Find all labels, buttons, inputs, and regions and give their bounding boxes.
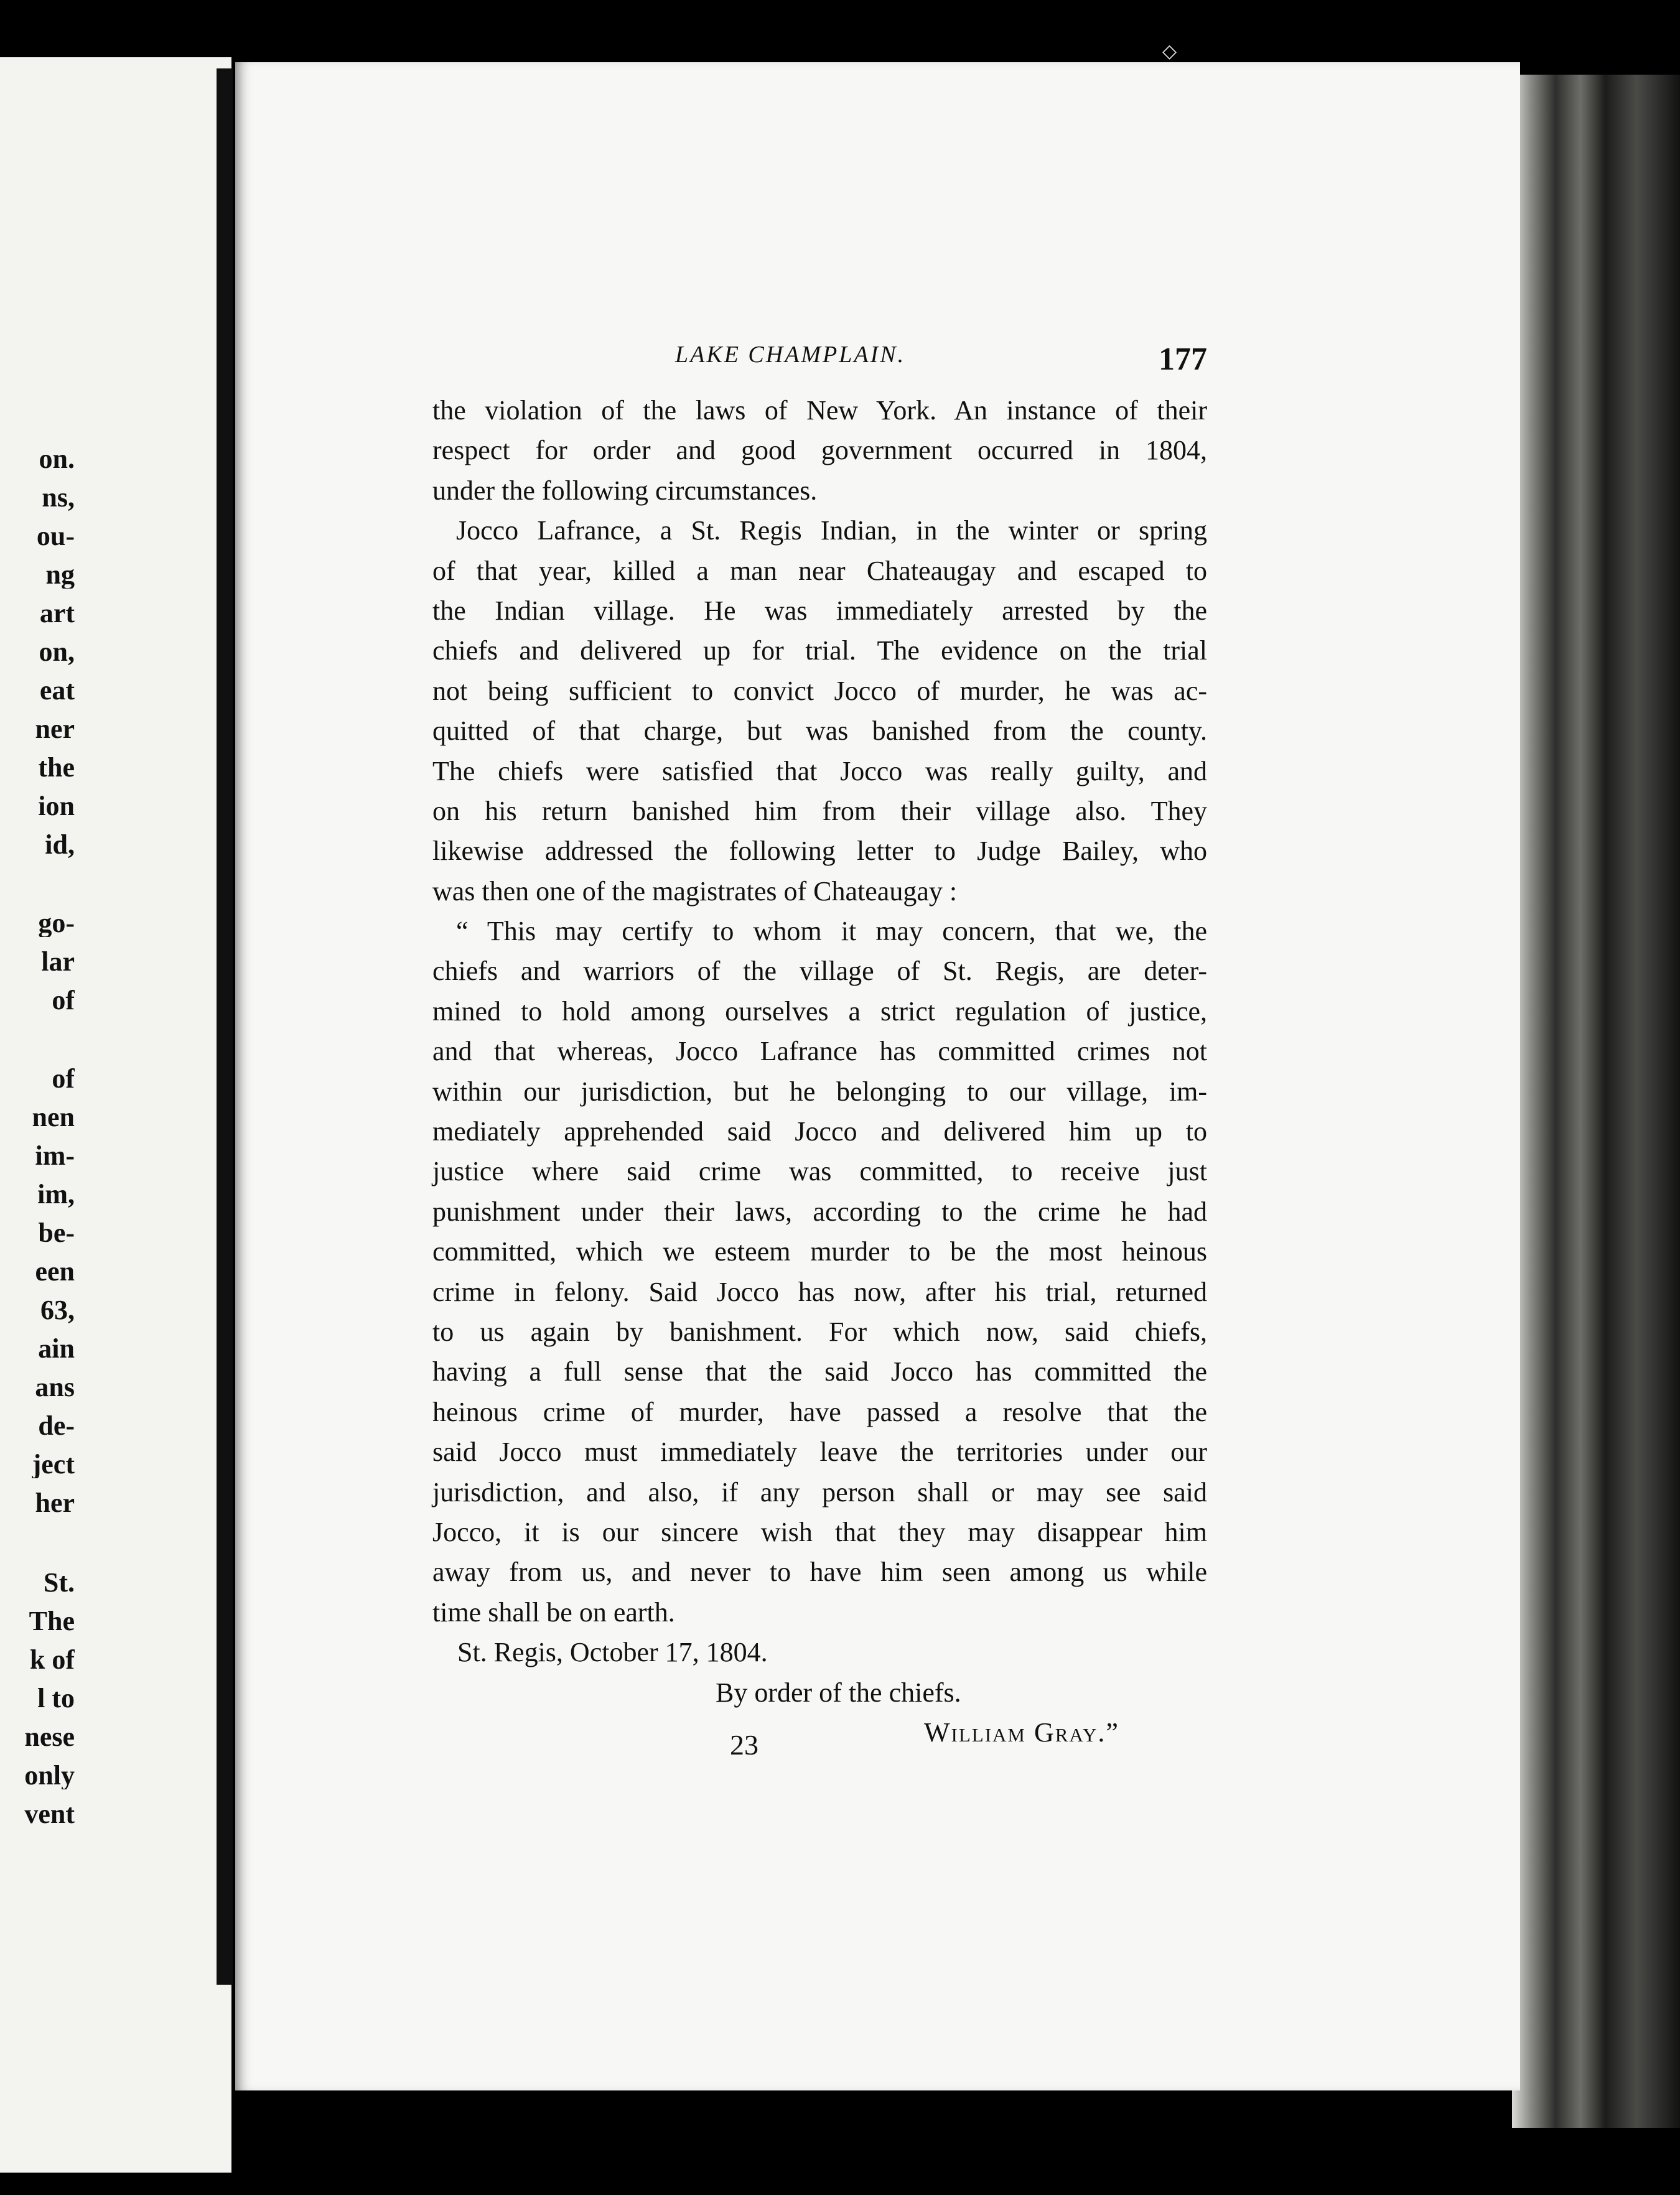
- left-page-fragment: im,: [37, 1181, 75, 1208]
- left-page-edge: [0, 57, 231, 2173]
- left-page-fragment: art: [39, 600, 75, 627]
- text-line: the Indian village. He was immediately arrested by the: [432, 595, 1207, 626]
- book-fore-edge: [1512, 75, 1680, 2128]
- text-line: and that whereas, Jocco Lafrance has committed crimes not: [432, 1036, 1207, 1067]
- signature-mark: 23: [730, 1729, 758, 1761]
- left-page-fragment: go-: [38, 910, 75, 937]
- text-line: By order of the chiefs.: [716, 1677, 961, 1708]
- text-line: mined to hold among ourselves a strict regulation of justice,: [432, 995, 1207, 1027]
- text-line: not being sufficient to convict Jocco of murder, he was ac-: [432, 675, 1207, 706]
- text-line: chiefs and warriors of the village of St. Regis, are deter-: [432, 956, 1207, 987]
- left-page-fragment: ner: [35, 715, 75, 743]
- left-page-fragment: St.: [43, 1569, 75, 1596]
- text-line: to us again by banishment. For which now, said chiefs,: [432, 1316, 1207, 1347]
- left-page-fragment: ou-: [36, 523, 75, 550]
- text-line: chiefs and delivered up for trial. The evidence on the trial: [432, 635, 1207, 666]
- text-line: Jocco Lafrance, a St. Regis Indian, in the winter or spring: [456, 515, 1207, 546]
- running-head: LAKE CHAMPLAIN.: [675, 342, 906, 368]
- text-line: of that year, killed a man near Chateaugay and escaped to: [432, 555, 1207, 586]
- text-line: The chiefs were satisfied that Jocco was really guilty, and: [432, 755, 1207, 786]
- left-page-fragment: im-: [35, 1142, 75, 1170]
- text-line: jurisdiction, and also, if any person shall or may see said: [432, 1476, 1207, 1508]
- text-line: mediately apprehended said Jocco and delivered him up to: [432, 1116, 1207, 1147]
- text-line: “ This may certify to whom it may concern, that we, the: [456, 916, 1207, 947]
- left-page-fragment: vent: [24, 1801, 75, 1828]
- left-page-fragment: lar: [41, 948, 75, 976]
- left-page-fragment: the: [38, 754, 75, 781]
- page-number: 177: [1159, 342, 1207, 377]
- page-speck-mark: ◇: [1162, 41, 1177, 62]
- text-line: William Gray.”: [924, 1717, 1119, 1748]
- text-line: under the following circumstances.: [432, 475, 818, 506]
- text-line: was then one of the magistrates of Chateaugay :: [432, 875, 958, 906]
- left-page-fragment: nen: [32, 1104, 75, 1131]
- text-line: away from us, and never to have him seen among us while: [432, 1557, 1207, 1588]
- gutter-shadow: [217, 68, 233, 1985]
- text-line: punishment under their laws, according to the crime he had: [432, 1196, 1207, 1227]
- left-page-fragment: her: [35, 1489, 75, 1517]
- text-line: on his return banished him from their village also. They: [432, 795, 1207, 826]
- text-line: justice where said crime was committed, to receive just: [432, 1156, 1207, 1187]
- left-page-fragment: ng: [45, 561, 75, 589]
- left-page-fragment: ns,: [42, 484, 75, 511]
- left-page-fragment: ain: [38, 1335, 75, 1363]
- left-page-fragment: ans: [35, 1374, 75, 1401]
- left-page-fragment: id,: [45, 831, 75, 859]
- left-page-fragment: l to: [37, 1685, 75, 1712]
- left-page-fragment: eat: [39, 677, 75, 704]
- text-line: Jocco, it is our sincere wish that they may disappear him: [432, 1516, 1207, 1547]
- text-line: having a full sense that the said Jocco has committed the: [432, 1356, 1207, 1387]
- text-line: the violation of the laws of New York. An instance of their: [432, 395, 1207, 426]
- left-page-fragment: on.: [39, 445, 75, 473]
- left-page-fragment: nese: [24, 1723, 75, 1751]
- body-text: [432, 391, 1207, 1753]
- left-page-fragment: een: [35, 1258, 75, 1285]
- left-page-fragment: only: [24, 1762, 75, 1789]
- left-page-fragment: de-: [38, 1412, 75, 1440]
- left-page-fragment: ion: [38, 793, 75, 820]
- text-line: St. Regis, October 17, 1804.: [457, 1637, 768, 1668]
- text-line: likewise addressed the following letter to Judge Bailey, who: [432, 836, 1207, 867]
- text-line: time shall be on earth.: [432, 1596, 675, 1628]
- left-page-fragment: of: [52, 1065, 75, 1093]
- text-line: heinous crime of murder, have passed a resolve that the: [432, 1396, 1207, 1427]
- text-line: committed, which we esteem murder to be the most heinous: [432, 1236, 1207, 1267]
- text-line: quitted of that charge, but was banished from the county.: [432, 715, 1207, 747]
- left-page-fragment: ject: [32, 1451, 75, 1478]
- left-page-fragment: k of: [29, 1646, 75, 1674]
- left-page-fragment: on,: [39, 638, 75, 666]
- text-line: crime in felony. Said Jocco has now, after his trial, returned: [432, 1276, 1207, 1307]
- text-line: said Jocco must immediately leave the territories under our: [432, 1437, 1207, 1468]
- text-line: within our jurisdiction, but he belonging to our village, im-: [432, 1076, 1207, 1107]
- left-page-fragment: be-: [38, 1219, 75, 1247]
- left-page-fragment: The: [29, 1608, 75, 1635]
- text-line: respect for order and good government occurred in 1804,: [432, 435, 1207, 466]
- left-page-fragment: 63,: [40, 1297, 75, 1324]
- left-page-fragment: of: [52, 987, 75, 1014]
